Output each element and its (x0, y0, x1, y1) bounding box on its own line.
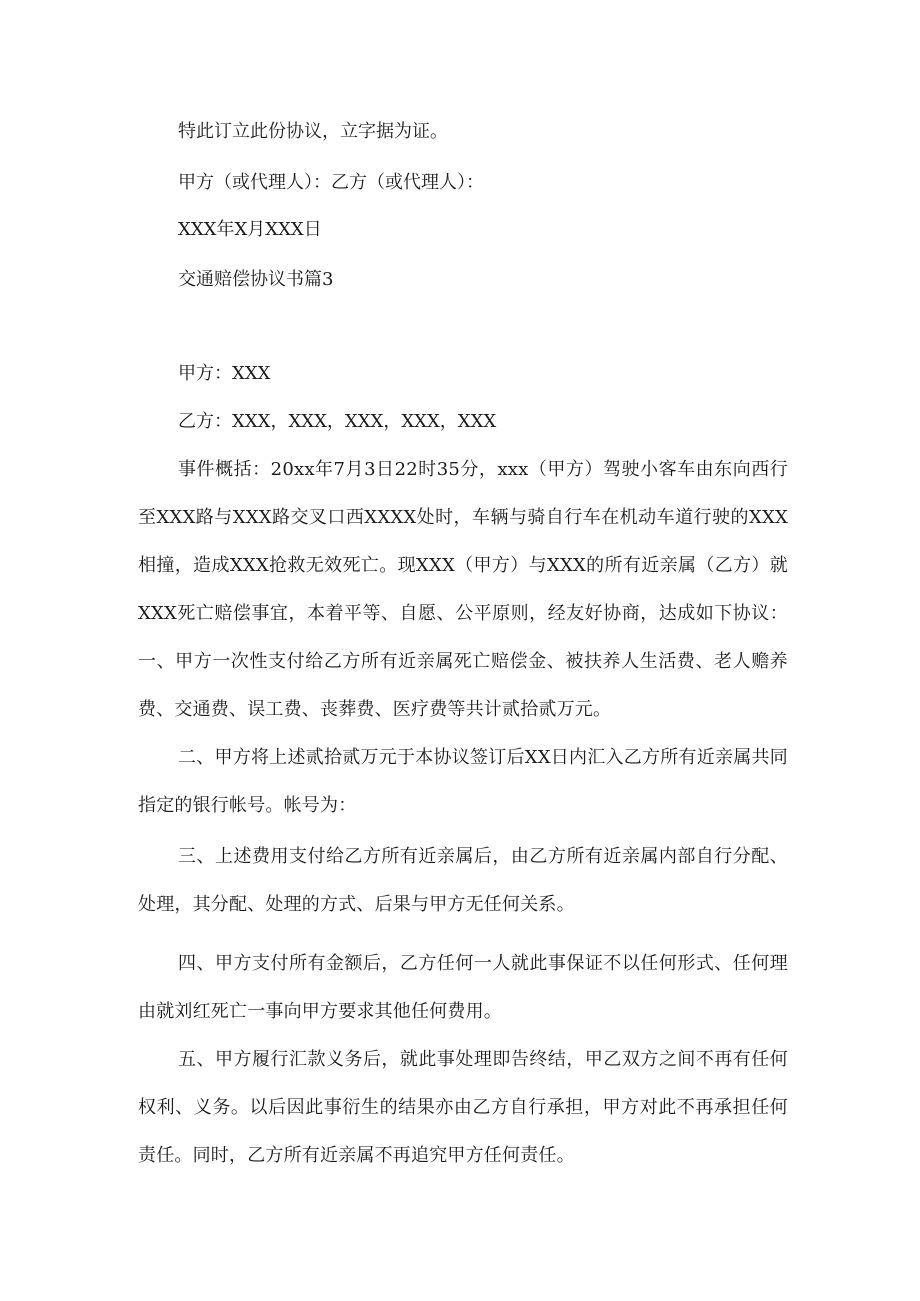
party-b: 乙方：XXX，XXX，XXX，XXX，XXX (178, 411, 497, 432)
paragraph-clause-5: 五、甲方履行汇款义务后，就此事处理即告终结，甲乙双方之间不再有任何权利、义务。以后因此事衍生的结果亦由乙方自行承担，甲方对此不再承担任何责任。同时，乙方所有近亲属不再追究甲方任何责任。 (138, 1049, 788, 1166)
closing-statement: 特此订立此份协议，立字据为证。 (178, 121, 448, 142)
party-a: 甲方：XXX (178, 363, 271, 384)
signature-line: 甲方（或代理人）：乙方（或代理人）： (178, 172, 484, 193)
paragraph-clause-2: 二、甲方将上述贰拾贰万元于本协议签订后XX日内汇入乙方所有近亲属共同指定的银行帐号。帐号为： (138, 747, 788, 816)
paragraph-incident-summary: 事件概括：20xx年7月3日22时35分，xxx（甲方）驾驶小客车由东向西行至XXX路与XXX路交叉口西XXXX处时，车辆与骑自行车在机动车道行驶的XXX相撞，造成XXX抢救无效死亡。现XXX（甲方）与XXX的所有近亲属（乙方）就XXX死亡赔偿事宜，本着平等、自愿、公平原则，经友好协商，达成如下协议：一、甲方一次性支付给乙方所有近亲属死亡赔偿金、被扶养人生活费、老人赡养费、交通费、误工费、丧葬费、医疗费等共计贰拾贰万元。 (138, 459, 788, 720)
paragraph-clause-3: 三、上述费用支付给乙方所有近亲属后，由乙方所有近亲属内部自行分配、处理，其分配、处理的方式、后果与甲方无任何关系。 (138, 846, 788, 915)
date-line: XXX年X月XXX日 (178, 219, 322, 240)
section-title: 交通赔偿协议书篇3 (178, 269, 334, 290)
paragraph-clause-4: 四、甲方支付所有金额后，乙方任何一人就此事保证不以任何形式、任何理由就刘红死亡一事向甲方要求其他任何费用。 (138, 953, 788, 1022)
